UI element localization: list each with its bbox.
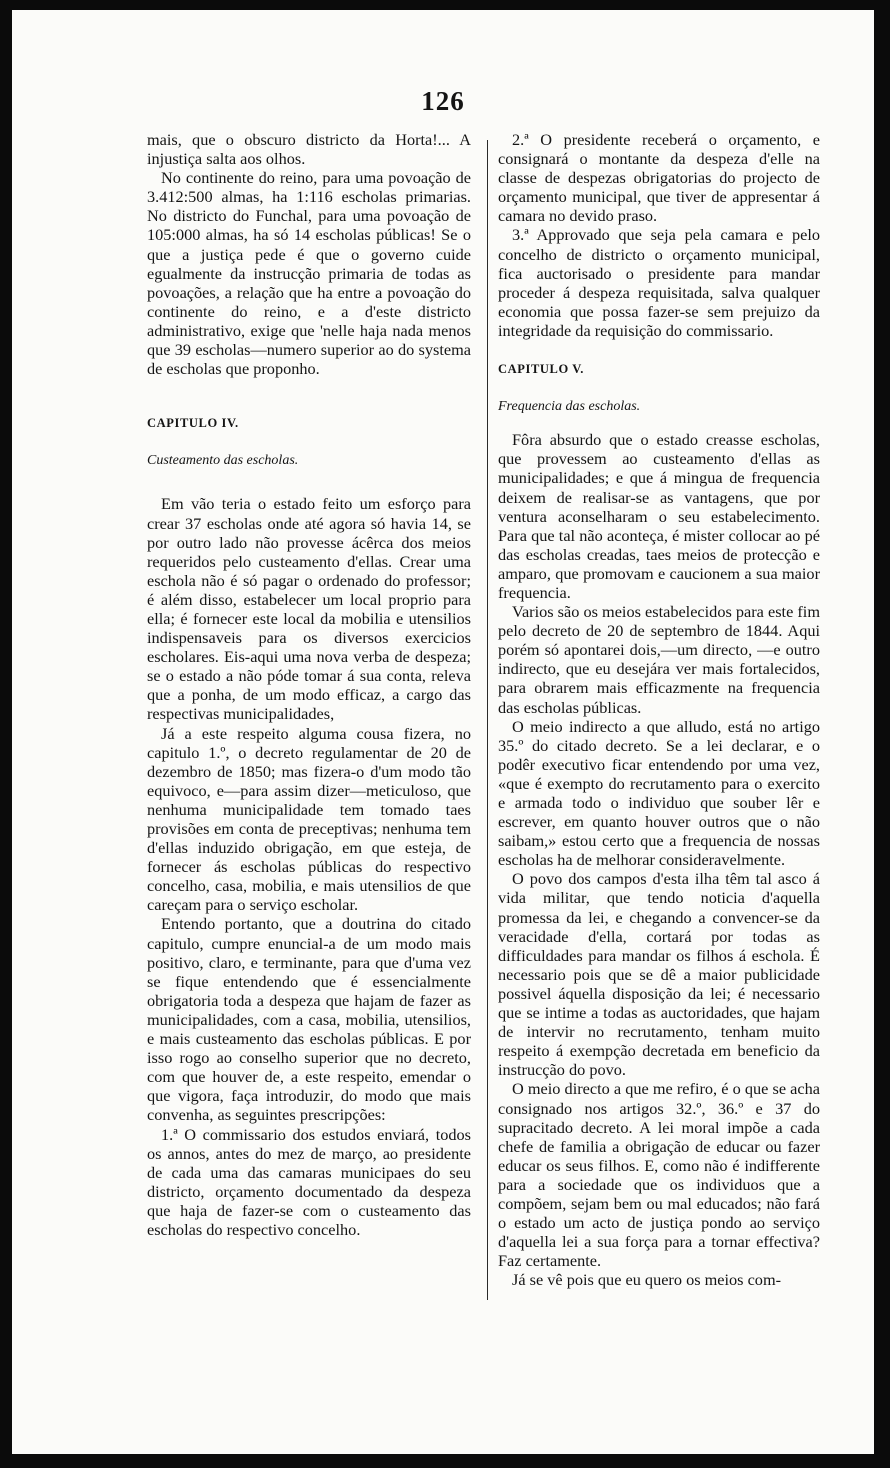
spacer [498, 416, 820, 430]
paragraph: O meio directo a que me refiro, é o que se acha consignado nos artigos 32.º, 36.º e 37 do supracitado decreto. A lei moral impõe a cada chefe de familia a obrigação de educar ou fazer educar os seus filhos. E, como não é indifferente para a sociedade que os individuos que a compõem, sejam bem ou mal educados; não fará o estado um acto de justiça pondo ao serviço d'aquella lei a sua força para a tornar effectiva? Faz certamente. [498, 1079, 820, 1271]
paragraph: 2.ª O presidente receberá o orçamento, e consignará o montante da despeza d'elle na classe de despezas obrigatorias do projecto de orçamento municipal, que tiver de appresentar á camara no devido praso. [498, 130, 820, 226]
paragraph: 1.ª O commissario dos estudos enviará, todos os annos, antes do mez de março, ao presidente de cada uma das camaras municipaes do seu districto, orçamento documentado da despeza que haja de fazer-se com o custeamento das escholas do respectivo concelho. [147, 1124, 471, 1239]
chapter-heading: CAPITULO IV. [147, 416, 239, 431]
spacer [498, 379, 820, 397]
paragraph: O povo dos campos d'esta ilha têm tal asco á vida militar, que tendo noticia d'aquella promessa da lei, e chegando a convencer-se da veracidade d'ella, cortará por todas as difficuldades para mandar os filhos á eschola. É necessario pois que se dê a maior publicidade possivel áquella disposição da lei; é necessario que se intime a todas as auctoridades, que hajam de intervir no recrutamento, tenham muito respeito á exempção decretada em beneficio da instrucção do povo. [498, 869, 820, 1080]
paragraph: Já a este respeito alguma cousa fizera, no capitulo 1.º, o decreto regulamentar de 20 de dezembro de 1850; mas fizera-o d'um modo tão equivoco, e—para assim dizer—meticuloso, que nenhuma municipalidade tem tomado taes provisões em conta de preceptivas; nenhuma tem d'ellas induzido obrigação, em que esteja, de fornecer ás escholas públicas do respectivo concelho, casa, mobilia, e mais utensilios de que careçam para o serviço escholar. [147, 723, 471, 915]
page-number: 126 [421, 86, 465, 116]
right-column [498, 130, 820, 1289]
chapter-subtitle: Custeamento das escholas. [147, 453, 299, 469]
spacer [147, 470, 471, 494]
paragraph: O meio indirecto a que alludo, está no artigo 35.º do citado decreto. Se a lei declarar, e o podêr executivo ficar entendendo por uma vez, «que é exempto do recrutamento para o exercito e armada todo o individuo que souber lêr e escrever, em quanto houver outros que o não saibam,» estou certo que a frequencia de nossas escholas ha de melhorar consideravelmente. [498, 716, 820, 870]
spacer [147, 378, 471, 414]
chapter-heading: CAPITULO V. [498, 362, 585, 377]
paragraph: 3.ª Approvado que seja pela camara e pelo concelho de districto o orçamento municipal, fica auctorisado o presidente para mandar proceder á despeza requisitada, salva qualquer economia que possa fazer-se sem prejuizo da integridade da requisição do commissario. [498, 225, 820, 340]
paragraph: No continente do reino, para uma povoação de 3.412:500 almas, ha 1:116 escholas primarias. No districto do Funchal, para uma povoação de 105:000 almas, ha só 14 escholas públicas! Se o que a justiça pede é que o governo cuide egualmente da instrucção primaria de todas as povoações, a relação que ha entre a povoação do continente do reino, e a d'este districto administrativo, exige que 'nelle haja nada menos que 39 escholas—numero superior ao do systema de escholas que proponho. [147, 168, 471, 379]
paragraph: Já se vê pois que eu quero os meios com- [512, 1270, 782, 1290]
paragraph: Varios são os meios estabelecidos para este fim pelo decreto de 20 de septembro de 1844. Aqui porém só apontarei dois,—um directo, —e outro indirecto, que eu desejára ver mais fortalecidos, para obrarem mais efficazmente na frequencia das escholas públicas. [498, 602, 820, 717]
left-column [147, 130, 471, 1239]
paragraph: mais, que o obscuro districto da Horta!... A injustiça salta aos olhos. [147, 130, 471, 169]
paragraph: Fôra absurdo que o estado creasse escholas, que provessem ao custeamento d'ellas as municipalidades; e que á mingua de frequencia deixem de realisar-se as vantagens, que por ventura aconselharam o seu estabelecimento. Para que tal não aconteça, é mister collocar ao pé das escholas creadas, taes meios de protecção e amparo, que promovam e caucionem a sua maior frequencia. [498, 430, 820, 602]
book-page [12, 10, 874, 1454]
spacer [498, 340, 820, 360]
chapter-subtitle: Frequencia das escholas. [498, 399, 641, 415]
paragraph: Entendo portanto, que a doutrina do citado capitulo, cumpre enuncial-a de um modo mais positivo, claro, e terminante, para que d'uma vez se fique entendendo que é essencialmente obrigatoria toda a despeza que hajam de fazer as municipalidades, com a casa, mobilia, utensilios, e mais custeamento das escholas públicas. E por isso rogo ao conselho superior que no decreto, com que houver de, a este respeito, emendar o que vigora, faça introduzir, do modo que mais convenha, as seguintes prescripções: [147, 914, 471, 1125]
column-divider [487, 140, 488, 1300]
spacer [147, 433, 471, 451]
paragraph: Em vão teria o estado feito um esforço para crear 37 escholas onde até agora só havia 14, se por outro lado não provesse ácêrca dos meios requeridos pelo custeamento d'ellas. Crear uma eschola não é só pagar o ordenado do professor; é além disso, estabelecer um local proprio para ella; é fornecer este local da mobilia e utensilios indispensaveis para os diversos exercicios escholares. Eis-aqui uma nova verba de despeza; se o estado a não póde tomar á sua conta, releva que a ponha, de um modo efficaz, a cargo das respectivas municipalidades, [147, 494, 471, 724]
